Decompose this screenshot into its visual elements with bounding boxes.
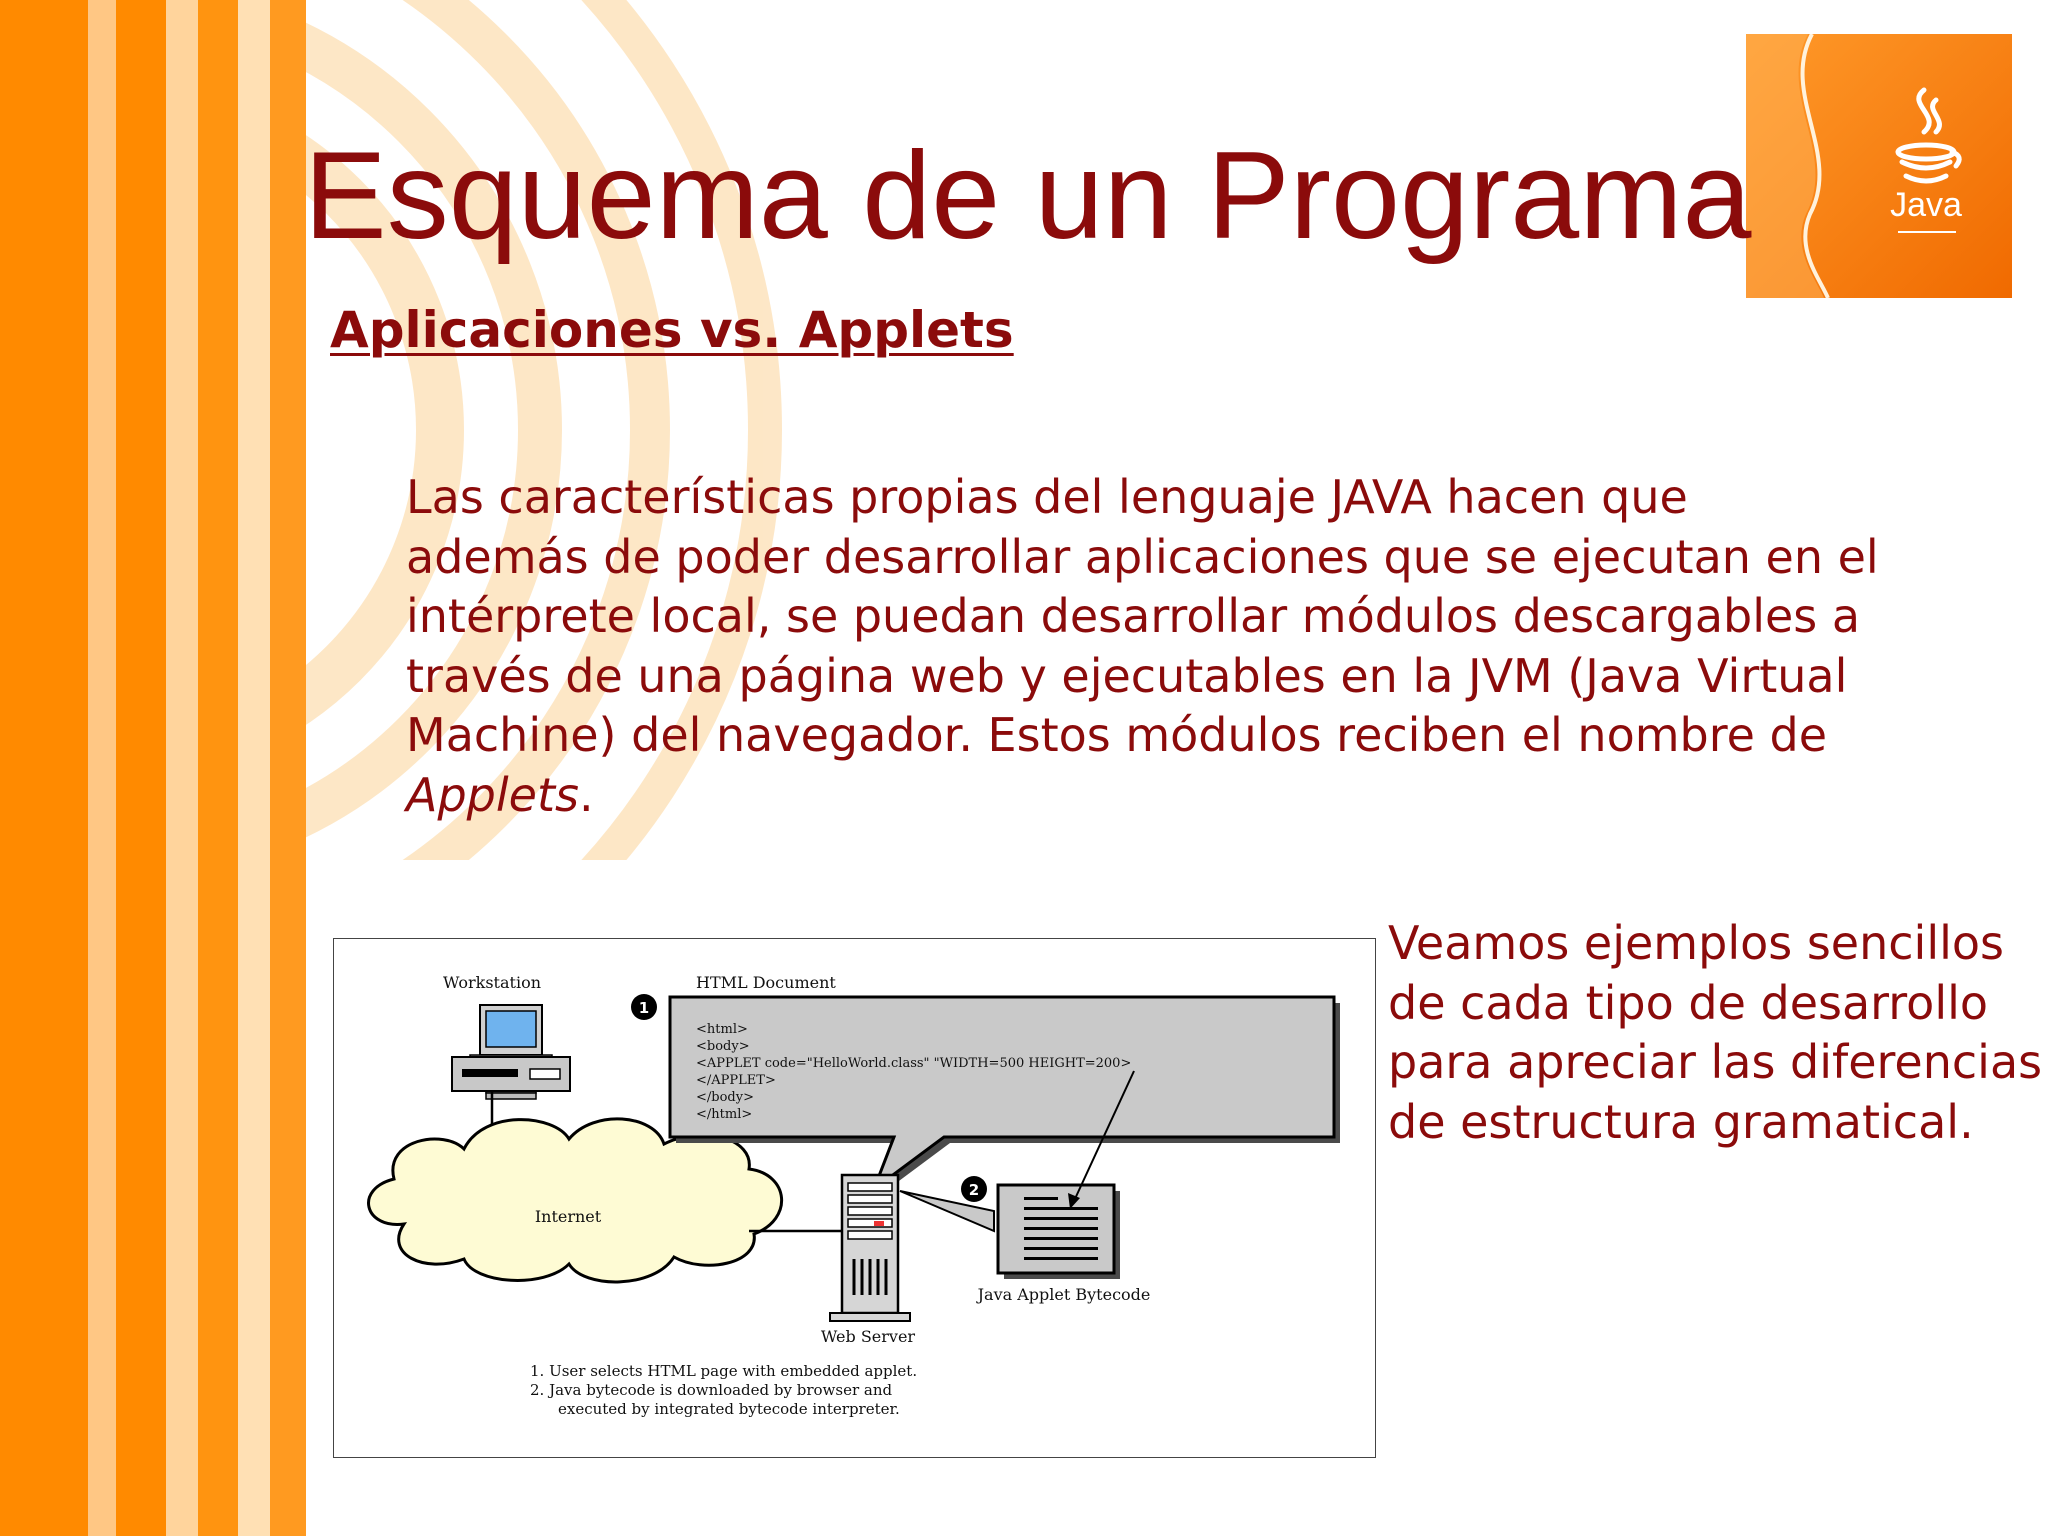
- body-line: Las características propias del lenguaje JAVA hacen que: [406, 470, 1688, 524]
- bytecode-balloon: [900, 1185, 1120, 1279]
- body-line: Machine) del navegador. Estos módulos reciben el nombre de: [406, 708, 1828, 762]
- web-server-label: Web Server: [820, 1327, 916, 1346]
- body-paragraph: [406, 468, 1926, 825]
- internet-cloud: [369, 1119, 782, 1282]
- internet-label: Internet: [534, 1207, 602, 1226]
- background-stripes: [0, 0, 306, 1536]
- code-line: </body>: [696, 1090, 754, 1105]
- body-line: además de poder desarrollar aplicaciones que se ejecutan en el: [406, 529, 1879, 584]
- applets-term: Applets: [406, 767, 579, 822]
- side-line: para apreciar las diferencias: [1388, 1035, 2043, 1089]
- bytecode-label: Java Applet Bytecode: [977, 1285, 1151, 1304]
- body-last-line: [406, 766, 1926, 826]
- applet-diagram: [333, 938, 1376, 1458]
- slide-title: Esquema de un Programa: [304, 127, 1752, 265]
- body-line: través de una página web y ejecutables en la JVM (Java Virtual: [406, 648, 1848, 703]
- side-line: Veamos ejemplos sencillos: [1388, 916, 2004, 970]
- java-logo: [1746, 34, 2012, 298]
- java-logo-text: Java: [1890, 186, 1962, 224]
- code-line: </html>: [696, 1107, 753, 1122]
- code-line: <APPLET code="HelloWorld.class" "WIDTH=500 HEIGHT=200>: [696, 1056, 1132, 1071]
- code-line: <body>: [696, 1039, 750, 1054]
- step-2-number: 2: [968, 1181, 980, 1199]
- html-document-label: HTML Document: [696, 973, 836, 992]
- html-document-balloon: [670, 997, 1340, 1195]
- step-2-badge: [961, 1176, 987, 1202]
- code-line: </APPLET>: [696, 1073, 776, 1088]
- diagram-note: 2. Java bytecode is downloaded by browser and: [530, 1381, 893, 1399]
- step-1-badge: [631, 994, 657, 1020]
- body-period: .: [578, 767, 594, 822]
- body-line: intérprete local, se puedan desarrollar módulos descargables a: [406, 589, 1861, 643]
- side-line: de cada tipo de desarrollo: [1388, 975, 1989, 1030]
- workstation-label: Workstation: [443, 973, 541, 992]
- workstation-computer-icon: [452, 1005, 570, 1099]
- diagram-note: 1. User selects HTML page with embedded applet.: [530, 1362, 918, 1380]
- side-paragraph: [1388, 914, 2048, 1152]
- step-1-number: 1: [638, 999, 650, 1017]
- slide-subtitle: Aplicaciones vs. Applets: [330, 301, 1014, 359]
- web-server-icon: [830, 1175, 910, 1321]
- code-line: <html>: [696, 1022, 748, 1037]
- side-line: de estructura gramatical.: [1388, 1094, 1974, 1149]
- diagram-note: executed by integrated bytecode interpreter.: [558, 1400, 900, 1418]
